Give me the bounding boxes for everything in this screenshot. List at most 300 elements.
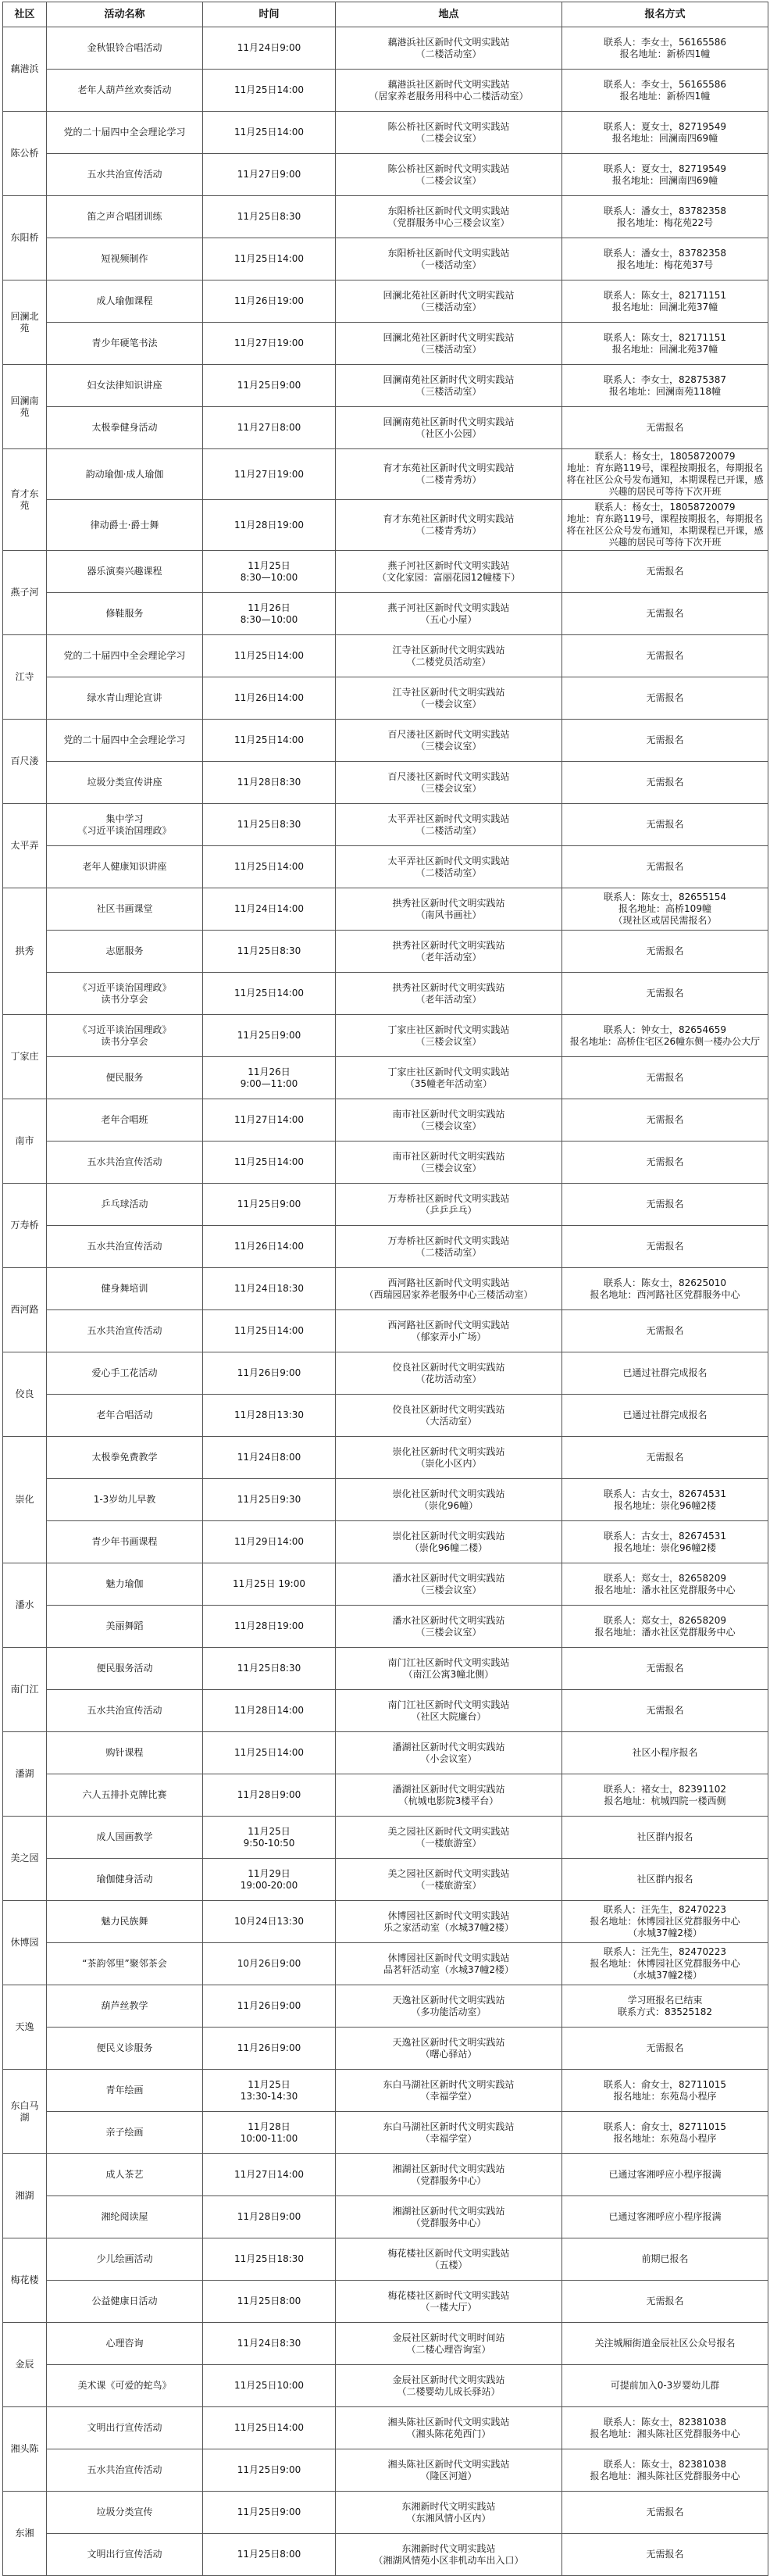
signup-method: 可提前加入0-3岁婴幼儿群 xyxy=(562,2365,768,2407)
header-time: 时间 xyxy=(203,2,336,27)
table-row xyxy=(3,1015,768,1057)
signup-method: 联系人：李女士，56165586 报名地址：新桥四1幢 xyxy=(562,27,768,70)
activity-location: 天逸社区新时代文明实践站 （曙心驿站） xyxy=(336,2028,562,2070)
activity-name: 五水共治宣传活动 xyxy=(47,154,203,196)
activity-time: 11月27日19:00 xyxy=(203,323,336,365)
activity-time: 11月28日9:00 xyxy=(203,1774,336,1817)
activity-name: 绿水青山理论宣讲 xyxy=(47,677,203,720)
activity-schedule-table xyxy=(2,2,768,2576)
activity-time: 11月25日 19:00 xyxy=(203,1563,336,1606)
table-row xyxy=(3,2112,768,2154)
signup-method: 联系人：夏女士，82719549 报名地址：回澜南四69幢 xyxy=(562,112,768,154)
activity-name: 青少年书画课程 xyxy=(47,1521,203,1563)
signup-method: 联系人：潘女士，83782358 报名地址：梅花苑22号 xyxy=(562,196,768,238)
signup-method: 联系人：李女士，82875387 报名地址：回澜南苑118幢 xyxy=(562,365,768,407)
table-row xyxy=(3,593,768,635)
activity-name: 瑜伽健身活动 xyxy=(47,1859,203,1901)
activity-location: 南门江社区新时代文明实践站 （社区大院廉台） xyxy=(336,1690,562,1732)
activity-time: 11月25日8:30 xyxy=(203,1648,336,1690)
activity-time: 11月27日14:00 xyxy=(203,1099,336,1142)
table-row xyxy=(3,449,768,500)
activity-location: 丁家庄社区新时代文明实践站 （三楼会议室） xyxy=(336,1015,562,1057)
activity-time: 11月25日8:30 xyxy=(203,931,336,973)
activity-location: 东白马湖社区新时代文明实践站 （幸福学堂） xyxy=(336,2112,562,2154)
activity-time: 11月28日14:00 xyxy=(203,1690,336,1732)
table-row xyxy=(3,280,768,323)
signup-method: 已通过社群完成报名 xyxy=(562,1352,768,1395)
activity-name: 笛之声合唱团训练 xyxy=(47,196,203,238)
activity-time: 11月26日 8:30—10:00 xyxy=(203,593,336,635)
activity-location: 回澜南苑社区新时代文明实践站 （社区小公园） xyxy=(336,407,562,449)
activity-name: 魅力民族舞 xyxy=(47,1901,203,1943)
table-row xyxy=(3,1352,768,1395)
activity-location: 潘湖社区新时代文明实践站 （小会议室） xyxy=(336,1732,562,1774)
activity-name: 少儿绘画活动 xyxy=(47,2238,203,2281)
signup-method: 无需报名 xyxy=(562,1099,768,1142)
activity-time: 11月25日 13:30-14:30 xyxy=(203,2070,336,2112)
activity-name: 健身舞培训 xyxy=(47,1268,203,1310)
signup-method: 无需报名 xyxy=(562,635,768,677)
table-row xyxy=(3,2365,768,2407)
table-row xyxy=(3,1099,768,1142)
activity-location: 湘头陈社区新时代文明实践站 （隆区河道） xyxy=(336,2449,562,2492)
signup-method: 无需报名 xyxy=(562,846,768,888)
community-name: 育才东苑 xyxy=(3,449,47,551)
community-name: 湘湖 xyxy=(3,2154,47,2238)
signup-method: 社区群内报名 xyxy=(562,1859,768,1901)
community-name: 南门江 xyxy=(3,1648,47,1732)
activity-time: 11月26日9:00 xyxy=(203,2028,336,2070)
table-row xyxy=(3,720,768,762)
activity-location: 陈公桥社区新时代文明实践站 （二楼会议室） xyxy=(336,112,562,154)
table-row xyxy=(3,238,768,280)
activity-location: 湘头陈社区新时代文明实践站 （湘头陈花苑西门） xyxy=(336,2407,562,2449)
activity-name: 修鞋服务 xyxy=(47,593,203,635)
header-activity: 活动名称 xyxy=(47,2,203,27)
activity-location: 拱秀社区新时代文明实践站 （老年活动室） xyxy=(336,931,562,973)
signup-method: 无需报名 xyxy=(562,973,768,1015)
table-row xyxy=(3,1057,768,1099)
activity-time: 11月26日14:00 xyxy=(203,677,336,720)
activity-name: 六人五排扑克牌比赛 xyxy=(47,1774,203,1817)
table-row xyxy=(3,2196,768,2238)
activity-time: 11月27日19:00 xyxy=(203,449,336,500)
activity-time: 11月25日18:30 xyxy=(203,2238,336,2281)
activity-name: 购针课程 xyxy=(47,1732,203,1774)
table-row xyxy=(3,1310,768,1352)
activity-location: 西河路社区新时代文明实践站 （西瑞园居家养老服务中心三楼活动室） xyxy=(336,1268,562,1310)
activity-time: 11月24日18:30 xyxy=(203,1268,336,1310)
activity-location: 燕子河社区新时代文明实践站 （文化家园：富丽花园12幢楼下） xyxy=(336,551,562,593)
activity-time: 10月24日13:30 xyxy=(203,1901,336,1943)
activity-location: 燕子河社区新时代文明实践站 （五心小屋） xyxy=(336,593,562,635)
activity-location: 佼良社区新时代文明实践站 （花坊活动室） xyxy=(336,1352,562,1395)
activity-location: 回澜北苑社区新时代文明实践站 （三楼活动室） xyxy=(336,280,562,323)
activity-time: 11月25日10:00 xyxy=(203,2365,336,2407)
activity-name: 文明出行宣传活动 xyxy=(47,2407,203,2449)
table-row xyxy=(3,154,768,196)
signup-method: 无需报名 xyxy=(562,1142,768,1184)
signup-method: 联系人：褚女士，82391102 报名地址：杭城四院一楼西侧 xyxy=(562,1774,768,1817)
signup-method: 联系人：陈女士，82381038 报名地址：湘头陈社区党群服务中心 xyxy=(562,2407,768,2449)
table-row xyxy=(3,804,768,846)
activity-time: 11月24日8:00 xyxy=(203,1437,336,1479)
community-name: 佼良 xyxy=(3,1352,47,1437)
activity-name: 短视频制作 xyxy=(47,238,203,280)
activity-time: 11月24日8:30 xyxy=(203,2323,336,2365)
community-name: 回澜南苑 xyxy=(3,365,47,449)
signup-method: 联系人：陈女士，82381038 报名地址：湘头陈社区党群服务中心 xyxy=(562,2449,768,2492)
activity-name: 太极拳健身活动 xyxy=(47,407,203,449)
activity-time: 11月25日14:00 xyxy=(203,1310,336,1352)
community-name: 陈公桥 xyxy=(3,112,47,196)
activity-location: 潘湖社区新时代文明实践站 （杭城电影院3楼平台） xyxy=(336,1774,562,1817)
signup-method: 社区小程序报名 xyxy=(562,1732,768,1774)
header-signup: 报名方式 xyxy=(562,2,768,27)
activity-time: 11月25日9:00 xyxy=(203,1184,336,1226)
table-row xyxy=(3,1479,768,1521)
table-row xyxy=(3,1690,768,1732)
activity-time: 11月25日 8:30—10:00 xyxy=(203,551,336,593)
table-body xyxy=(3,27,768,2576)
signup-method: 无需报名 xyxy=(562,931,768,973)
activity-name: 器乐演奏兴趣课程 xyxy=(47,551,203,593)
activity-name: 老年人健康知识讲座 xyxy=(47,846,203,888)
activity-name: 公益健康日活动 xyxy=(47,2281,203,2323)
activity-time: 11月25日14:00 xyxy=(203,238,336,280)
table-row xyxy=(3,1648,768,1690)
signup-method: 联系人：郑女士，82658209 报名地址：潘水社区党群服务中心 xyxy=(562,1606,768,1648)
activity-name: 韵动瑜伽·成人瑜伽 xyxy=(47,449,203,500)
activity-time: 11月28日 10:00-11:00 xyxy=(203,2112,336,2154)
table-row xyxy=(3,112,768,154)
table-row xyxy=(3,70,768,112)
signup-method: 已通过客湘呼应小程序报满 xyxy=(562,2196,768,2238)
activity-name: 成人茶艺 xyxy=(47,2154,203,2196)
signup-method: 无需报名 xyxy=(562,2028,768,2070)
header-row xyxy=(3,2,768,27)
activity-location: 金辰社区新时代文明时间站 （二楼心理咨询室） xyxy=(336,2323,562,2365)
activity-name: 妇女法律知识讲座 xyxy=(47,365,203,407)
activity-name: 垃圾分类宣传讲座 xyxy=(47,762,203,804)
signup-method: 无需报名 xyxy=(562,1437,768,1479)
activity-location: 拱秀社区新时代文明实践站 （南风书画社） xyxy=(336,888,562,931)
activity-location: 东白马湖社区新时代文明实践站 （幸福学堂） xyxy=(336,2070,562,2112)
activity-name: 成人瑜伽课程 xyxy=(47,280,203,323)
activity-time: 11月25日 9:50-10:50 xyxy=(203,1817,336,1859)
table-row xyxy=(3,551,768,593)
activity-time: 11月25日14:00 xyxy=(203,635,336,677)
activity-name: 党的二十届四中全会理论学习 xyxy=(47,112,203,154)
table-row xyxy=(3,1901,768,1943)
activity-location: 东湘新时代文明实践站 （东湘风情小区内） xyxy=(336,2492,562,2534)
activity-name: 魅力瑜伽 xyxy=(47,1563,203,1606)
activity-name: 亲子绘画 xyxy=(47,2112,203,2154)
activity-time: 11月29日14:00 xyxy=(203,1521,336,1563)
activity-location: 江寺社区新时代文明实践站 （二楼党员活动室） xyxy=(336,635,562,677)
signup-method: 无需报名 xyxy=(562,1690,768,1732)
activity-location: 万寿桥社区新时代文明实践站 （乒乒乒乓） xyxy=(336,1184,562,1226)
signup-method: 联系人：古女士，82674531 报名地址：崇化96幢2楼 xyxy=(562,1521,768,1563)
activity-name: 社区书画课堂 xyxy=(47,888,203,931)
activity-location: 梅花楼社区新时代文明实践站 （五楼） xyxy=(336,2238,562,2281)
activity-name: 便民义诊服务 xyxy=(47,2028,203,2070)
signup-method: 已通过社群完成报名 xyxy=(562,1395,768,1437)
community-name: 百尺溇 xyxy=(3,720,47,804)
activity-location: 东阳桥社区新时代文明实践站 （一楼活动室） xyxy=(336,238,562,280)
activity-name: 美丽舞蹈 xyxy=(47,1606,203,1648)
signup-method: 无需报名 xyxy=(562,1184,768,1226)
community-name: 潘湖 xyxy=(3,1732,47,1817)
community-name: 藕港浜 xyxy=(3,27,47,112)
table-row xyxy=(3,2323,768,2365)
signup-method: 无需报名 xyxy=(562,593,768,635)
table-row xyxy=(3,762,768,804)
community-name: 潘水 xyxy=(3,1563,47,1648)
activity-time: 11月25日8:00 xyxy=(203,2281,336,2323)
community-name: 崇化 xyxy=(3,1437,47,1563)
activity-name: 心理咨询 xyxy=(47,2323,203,2365)
community-name: 燕子河 xyxy=(3,551,47,635)
activity-name: 便民服务活动 xyxy=(47,1648,203,1690)
activity-name: 爱心手工花活动 xyxy=(47,1352,203,1395)
community-name: 美之园 xyxy=(3,1817,47,1901)
activity-time: 11月28日19:00 xyxy=(203,500,336,551)
table-row xyxy=(3,2407,768,2449)
table-row xyxy=(3,931,768,973)
signup-method: 联系人：汪先生，82470223 报名地址：休博园社区党群服务中心 （水城37幢2楼） xyxy=(562,1901,768,1943)
table-row xyxy=(3,1859,768,1901)
activity-location: 休博园社区新时代文明实践站 品茗轩活动室（水城37幢2楼） xyxy=(336,1943,562,1985)
signup-method: 无需报名 xyxy=(562,677,768,720)
activity-name: 乒乓球活动 xyxy=(47,1184,203,1226)
signup-method: 联系人：陈女士，82625010 报名地址：西河路社区党群服务中心 xyxy=(562,1268,768,1310)
table-row xyxy=(3,846,768,888)
activity-name: 便民服务 xyxy=(47,1057,203,1099)
activity-time: 11月25日9:00 xyxy=(203,1015,336,1057)
table-row xyxy=(3,365,768,407)
activity-location: 金辰社区新时代文明实践站 （二楼婴幼儿成长驿站） xyxy=(336,2365,562,2407)
activity-time: 11月25日9:00 xyxy=(203,2449,336,2492)
table-row xyxy=(3,500,768,551)
activity-time: 11月25日14:00 xyxy=(203,1732,336,1774)
activity-time: 11月28日8:30 xyxy=(203,762,336,804)
table-row xyxy=(3,407,768,449)
table-row xyxy=(3,1563,768,1606)
activity-name: 五水共治宣传活动 xyxy=(47,1142,203,1184)
activity-time: 11月25日14:00 xyxy=(203,846,336,888)
activity-time: 11月26日9:00 xyxy=(203,1352,336,1395)
activity-time: 11月25日9:00 xyxy=(203,2492,336,2534)
community-name: 东白马湖 xyxy=(3,2070,47,2154)
signup-method: 联系人：杨女士，18058720079 地址：育东路119号，课程按期报名，每期报名将在社区公众号发布通知，本期课程已开课，感兴趣的居民可等待下次开班 xyxy=(562,449,768,500)
activity-name: 老年合唱活动 xyxy=(47,1395,203,1437)
signup-method: 联系人：俞女士，82711015 报名地址：东苑岛小程序 xyxy=(562,2070,768,2112)
activity-name: 太极拳免费教学 xyxy=(47,1437,203,1479)
community-name: 万寿桥 xyxy=(3,1184,47,1268)
activity-time: 11月28日19:00 xyxy=(203,1606,336,1648)
table-header xyxy=(3,2,768,27)
table-row xyxy=(3,196,768,238)
activity-location: 潘水社区新时代文明实践站 （三楼会议室） xyxy=(336,1563,562,1606)
activity-name: 美术课《可爱的蛇鸟》 xyxy=(47,2365,203,2407)
activity-location: 休博园社区新时代文明实践站 乐之家活动室（水城37幢2楼） xyxy=(336,1901,562,1943)
table-row xyxy=(3,677,768,720)
activity-location: 丁家庄社区新时代文明实践站 （35幢老年活动室） xyxy=(336,1057,562,1099)
table-row xyxy=(3,1226,768,1268)
community-name: 江寺 xyxy=(3,635,47,720)
activity-time: 11月24日14:00 xyxy=(203,888,336,931)
table-row xyxy=(3,1184,768,1226)
signup-method: 社区群内报名 xyxy=(562,1817,768,1859)
table-row xyxy=(3,635,768,677)
activity-location: 西河路社区新时代文明实践站 （郁家弄小广场） xyxy=(336,1310,562,1352)
signup-method: 无需报名 xyxy=(562,2534,768,2576)
community-name: 休博园 xyxy=(3,1901,47,1985)
activity-location: 百尺溇社区新时代文明实践站 （三楼会议室） xyxy=(336,762,562,804)
activity-time: 11月29日 19:00-20:00 xyxy=(203,1859,336,1901)
activity-name: 1-3岁幼儿早教 xyxy=(47,1479,203,1521)
signup-method: 前期已报名 xyxy=(562,2238,768,2281)
activity-time: 11月25日14:00 xyxy=(203,973,336,1015)
community-name: 南市 xyxy=(3,1099,47,1184)
table-row xyxy=(3,1606,768,1648)
table-row xyxy=(3,2492,768,2534)
table-row xyxy=(3,1395,768,1437)
community-name: 金辰 xyxy=(3,2323,47,2407)
table-row xyxy=(3,2154,768,2196)
signup-method: 无需报名 xyxy=(562,2492,768,2534)
activity-location: 育才东苑社区新时代文明实践站 （二楼青秀坊） xyxy=(336,500,562,551)
activity-time: 11月26日19:00 xyxy=(203,280,336,323)
activity-name: 文明出行宣传活动 xyxy=(47,2534,203,2576)
activity-name: 志愿服务 xyxy=(47,931,203,973)
signup-method: 无需报名 xyxy=(562,551,768,593)
activity-name: 湘纶阅读屋 xyxy=(47,2196,203,2238)
activity-name: 青少年硬笔书法 xyxy=(47,323,203,365)
activity-time: 11月25日8:00 xyxy=(203,2534,336,2576)
activity-location: 南门江社区新时代文明实践站 （南江公寓3幢北侧） xyxy=(336,1648,562,1690)
table-row xyxy=(3,2070,768,2112)
activity-location: 回澜南苑社区新时代文明实践站 （三楼活动室） xyxy=(336,365,562,407)
table-row xyxy=(3,1142,768,1184)
community-name: 湘头陈 xyxy=(3,2407,47,2492)
activity-location: 陈公桥社区新时代文明实践站 （二楼会议室） xyxy=(336,154,562,196)
activity-location: 太平弄社区新时代文明实践站 （二楼活动室） xyxy=(336,804,562,846)
activity-time: 11月27日8:00 xyxy=(203,407,336,449)
activity-location: 百尺溇社区新时代文明实践站 （三楼会议室） xyxy=(336,720,562,762)
activity-time: 11月25日14:00 xyxy=(203,2407,336,2449)
table-row xyxy=(3,2281,768,2323)
activity-location: 东阳桥社区新时代文明实践站 （党群服务中心三楼会议室） xyxy=(336,196,562,238)
activity-location: 太平弄社区新时代文明实践站 （二楼活动室） xyxy=(336,846,562,888)
signup-method: 已通过客湘呼应小程序报满 xyxy=(562,2154,768,2196)
community-name: 丁家庄 xyxy=(3,1015,47,1099)
activity-name: 律动爵士·爵士舞 xyxy=(47,500,203,551)
activity-name: 党的二十届四中全会理论学习 xyxy=(47,635,203,677)
signup-method: 联系人：钟女士，82654659 报名地址：高桥住宅区26幢东侧一楼办公大厅 xyxy=(562,1015,768,1057)
activity-name: 青年绘画 xyxy=(47,2070,203,2112)
activity-location: 湘湖社区新时代文明实践站 （党群服务中心） xyxy=(336,2196,562,2238)
activity-location: 崇化社区新时代文明实践站 （崇化96幢二楼） xyxy=(336,1521,562,1563)
community-name: 梅花楼 xyxy=(3,2238,47,2323)
signup-method: 联系人：杨女士，18058720079 地址：育东路119号，课程按期报名，每期报名将在社区公众号发布通知，本期课程已开课，感兴趣的居民可等待下次开班 xyxy=(562,500,768,551)
activity-location: 南市社区新时代文明实践站 （三楼会议室） xyxy=(336,1142,562,1184)
table-row xyxy=(3,888,768,931)
signup-method: 联系人：李女士，56165586 报名地址：新桥四1幢 xyxy=(562,70,768,112)
activity-time: 11月26日14:00 xyxy=(203,1226,336,1268)
table-row xyxy=(3,1943,768,1985)
table-row xyxy=(3,27,768,70)
table-row xyxy=(3,1732,768,1774)
signup-method: 联系人：陈女士，82655154 报名地址：高桥109幢 （现社区或居民需报名） xyxy=(562,888,768,931)
signup-method: 联系人：潘女士，83782358 报名地址：梅花苑37号 xyxy=(562,238,768,280)
activity-time: 11月25日8:30 xyxy=(203,804,336,846)
activity-location: 天逸社区新时代文明实践站 （多功能活动室） xyxy=(336,1985,562,2028)
activity-location: 东湘新时代文明实践站 （湘湖风情苑小区非机动车出入口） xyxy=(336,2534,562,2576)
community-name: 太平弄 xyxy=(3,804,47,888)
activity-time: 10月26日9:00 xyxy=(203,1943,336,1985)
activity-name: 《习近平谈治国理政》 读书分享会 xyxy=(47,973,203,1015)
activity-location: 藕港浜社区新时代文明实践站 （二楼活动室） xyxy=(336,27,562,70)
activity-time: 11月25日8:30 xyxy=(203,196,336,238)
signup-method: 无需报名 xyxy=(562,1648,768,1690)
signup-method: 无需报名 xyxy=(562,407,768,449)
community-name: 天逸 xyxy=(3,1985,47,2070)
activity-location: 潘水社区新时代文明实践站 （三楼会议室） xyxy=(336,1606,562,1648)
signup-method: 无需报名 xyxy=(562,1310,768,1352)
activity-name: 五水共治宣传活动 xyxy=(47,2449,203,2492)
community-name: 拱秀 xyxy=(3,888,47,1015)
activity-time: 11月25日14:00 xyxy=(203,1142,336,1184)
activity-name: 老年合唱班 xyxy=(47,1099,203,1142)
header-location: 地点 xyxy=(336,2,562,27)
activity-time: 11月27日14:00 xyxy=(203,2154,336,2196)
activity-time: 11月25日14:00 xyxy=(203,112,336,154)
signup-method: 无需报名 xyxy=(562,720,768,762)
activity-location: 育才东苑社区新时代文明实践站 （二楼青秀坊） xyxy=(336,449,562,500)
signup-method: 无需报名 xyxy=(562,1226,768,1268)
activity-location: 南市社区新时代文明实践站 （三楼会议室） xyxy=(336,1099,562,1142)
activity-location: 崇化社区新时代文明实践站 （崇化小区内） xyxy=(336,1437,562,1479)
activity-time: 11月28日13:30 xyxy=(203,1395,336,1437)
activity-time: 11月27日9:00 xyxy=(203,154,336,196)
signup-method: 联系人：夏女士，82719549 报名地址：回澜南四69幢 xyxy=(562,154,768,196)
community-name: 东湘 xyxy=(3,2492,47,2576)
signup-method: 无需报名 xyxy=(562,2281,768,2323)
signup-method: 无需报名 xyxy=(562,1057,768,1099)
signup-method: 联系人：陈女士，82171151 报名地址：回澜北苑37幢 xyxy=(562,280,768,323)
table-row xyxy=(3,2449,768,2492)
activity-name: 五水共治宣传活动 xyxy=(47,1690,203,1732)
community-name: 东阳桥 xyxy=(3,196,47,280)
activity-location: 江寺社区新时代文明实践站 （一楼会议室） xyxy=(336,677,562,720)
table-row xyxy=(3,1774,768,1817)
signup-method: 学习班报名已结束 联系方式：83525182 xyxy=(562,1985,768,2028)
table-row xyxy=(3,973,768,1015)
activity-name: 《习近平谈治国理政》 读书分享会 xyxy=(47,1015,203,1057)
activity-time: 11月25日9:30 xyxy=(203,1479,336,1521)
table-row xyxy=(3,1437,768,1479)
table-row xyxy=(3,1817,768,1859)
activity-name: 老年人葫芦丝欢奏活动 xyxy=(47,70,203,112)
activity-name: 五水共治宣传活动 xyxy=(47,1310,203,1352)
activity-location: 藕港浜社区新时代文明实践站 （居家养老服务用科中心二楼活动室） xyxy=(336,70,562,112)
activity-location: 梅花楼社区新时代文明实践站 （一楼大厅） xyxy=(336,2281,562,2323)
activity-name: 葫芦丝教学 xyxy=(47,1985,203,2028)
signup-method: 无需报名 xyxy=(562,804,768,846)
activity-name: 成人国画教学 xyxy=(47,1817,203,1859)
